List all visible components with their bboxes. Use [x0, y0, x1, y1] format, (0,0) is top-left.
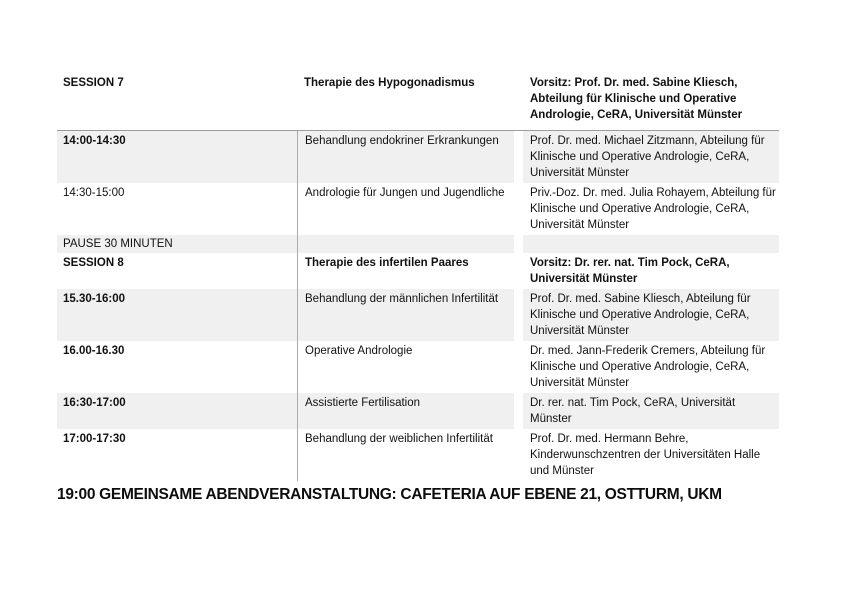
speaker-cell: Prof. Dr. med. Michael Zitzmann, Abteilung für Klinische und Operative Andrologie, CeRA, Universität Münster — [523, 131, 779, 183]
time-cell: 15.30-16:00 — [57, 289, 297, 341]
speaker-cell: Prof. Dr. med. Hermann Behre, Kinderwunschzentren der Universitäten Halle und Münster — [530, 433, 761, 477]
schedule-row-session7-header — [57, 70, 779, 131]
time-cell: 17:00-17:30 — [63, 433, 126, 445]
topic-cell: Andrologie für Jungen und Jugendliche — [297, 183, 523, 235]
time-cell: 14:00-14:30 — [57, 131, 297, 183]
schedule-row-session8-header — [57, 253, 779, 289]
topic-cell: Behandlung der weiblichen Infertilität — [297, 429, 523, 481]
schedule-row — [57, 341, 779, 393]
time-cell: 14:30-15:00 — [63, 187, 125, 199]
schedule-table — [57, 70, 779, 481]
speaker-cell-empty — [523, 235, 779, 253]
schedule-row-pause — [57, 235, 779, 253]
topic-cell: Assistierte Fertilisation — [297, 393, 523, 429]
topic-cell: Operative Andrologie — [297, 341, 523, 393]
speaker-cell: Priv.-Doz. Dr. med. Julia Rohayem, Abteilung für Klinische und Operative Andrologie, CeRA, Universität Münster — [530, 187, 776, 231]
session-topic: Therapie des infertilen Paares — [297, 253, 523, 289]
schedule-row — [57, 131, 779, 183]
session-chair: Vorsitz: Dr. rer. nat. Tim Pock, CeRA, Universität Münster — [530, 257, 730, 285]
session-chair: Vorsitz: Prof. Dr. med. Sabine Kliesch, Abteilung für Klinische und Operative Andrologie, CeRA, Universität Münster — [530, 77, 743, 121]
session-topic: Therapie des Hypogonadismus — [304, 77, 475, 89]
speaker-cell: Dr. med. Jann-Frederik Cremers, Abteilung für Klinische und Operative Andrologie, CeRA, Universität Münster — [530, 345, 766, 389]
speaker-cell: Prof. Dr. med. Sabine Kliesch, Abteilung für Klinische und Operative Andrologie, CeRA, Universität Münster — [523, 289, 779, 341]
schedule-row — [57, 393, 779, 429]
time-cell: 16:30-17:00 — [57, 393, 297, 429]
schedule-row — [57, 429, 779, 481]
speaker-cell: Dr. rer. nat. Tim Pock, CeRA, Universität Münster — [523, 393, 779, 429]
schedule-row — [57, 289, 779, 341]
evening-event-note: 19:00 GEMEINSAME ABENDVERANSTALTUNG: CAFETERIA AUF EBENE 21, OSTTURM, UKM — [57, 486, 722, 503]
time-cell: 16.00-16.30 — [63, 345, 125, 357]
schedule-row — [57, 183, 779, 235]
session-title: SESSION 7 — [63, 77, 124, 89]
topic-cell: Behandlung der männlichen Infertilität — [297, 289, 523, 341]
topic-cell: Behandlung endokriner Erkrankungen — [297, 131, 523, 183]
topic-cell-empty — [297, 235, 523, 253]
session-title: SESSION 8 — [63, 257, 124, 269]
pause-label: PAUSE 30 MINUTEN — [57, 235, 297, 253]
